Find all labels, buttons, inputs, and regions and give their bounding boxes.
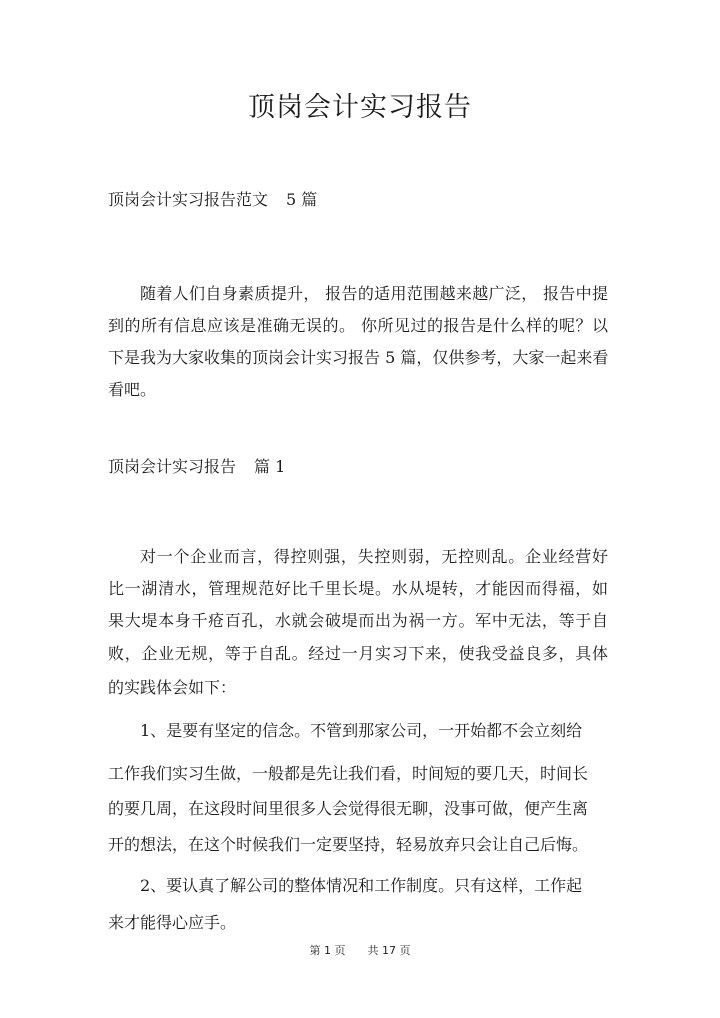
point1-line: 1、是要有坚定的信念。不管到那家公司，一开始都不会立刻给 <box>140 721 583 740</box>
section-heading <box>108 455 285 479</box>
section1-line: 对一个企业而言，得控则强，失控则弱，无控则乱。企业经营好 <box>140 547 608 566</box>
section-heading-label: 篇 1 <box>254 457 286 476</box>
intro-line: 下是我为大家收集的顶岗会计实习报告 5 篇，仅供参考，大家一起来看 <box>108 348 609 367</box>
subtitle-text: 顶岗会计实习报告范文 <box>108 190 269 209</box>
point2-line: 2、要认真了解公司的整体情况和工作制度。只有这样，工作起 <box>140 876 583 895</box>
document-subtitle <box>108 188 317 212</box>
intro-line: 看吧。 <box>108 380 157 399</box>
page-total: 共 17 页 <box>367 944 411 957</box>
section-heading-text: 顶岗会计实习报告 <box>108 457 237 476</box>
intro-line: 随着人们自身素质提升， 报告的适用范围越来越广泛， 报告中提 <box>140 284 608 303</box>
section1-line: 的实践体会如下： <box>108 678 237 697</box>
subtitle-count: 5 篇 <box>286 190 318 209</box>
point1-line: 开的想法，在这个时候我们一定要坚持，轻易放弃只会让自己后悔。 <box>108 835 589 854</box>
intro-line: 到的所有信息应该是准确无误的。 你所见过的报告是什么样的呢？以 <box>108 316 608 335</box>
point1-line: 的要几周，在这段时间里很多人会觉得很无聊，没事可做，便产生离 <box>108 799 589 818</box>
page-footer <box>0 943 720 959</box>
section1-line: 果大堤本身千疮百孔，水就会破堤而出为祸一方。军中无法，等于自 <box>108 611 608 630</box>
document-title: 顶岗会计实习报告 <box>248 92 472 123</box>
point2-line: 来才能得心应手。 <box>108 913 237 932</box>
point1-line: 工作我们实习生做，一般都是先让我们看，时间短的要几天，时间长 <box>108 764 589 783</box>
section1-line: 比一湖清水，管理规范好比千里长堤。水从堤转，才能因而得福，如 <box>108 579 608 598</box>
page-number: 第 1 页 <box>309 944 346 957</box>
section1-line: 败，企业无规，等于自乱。经过一月实习下来，使我受益良多，具体 <box>108 644 608 663</box>
